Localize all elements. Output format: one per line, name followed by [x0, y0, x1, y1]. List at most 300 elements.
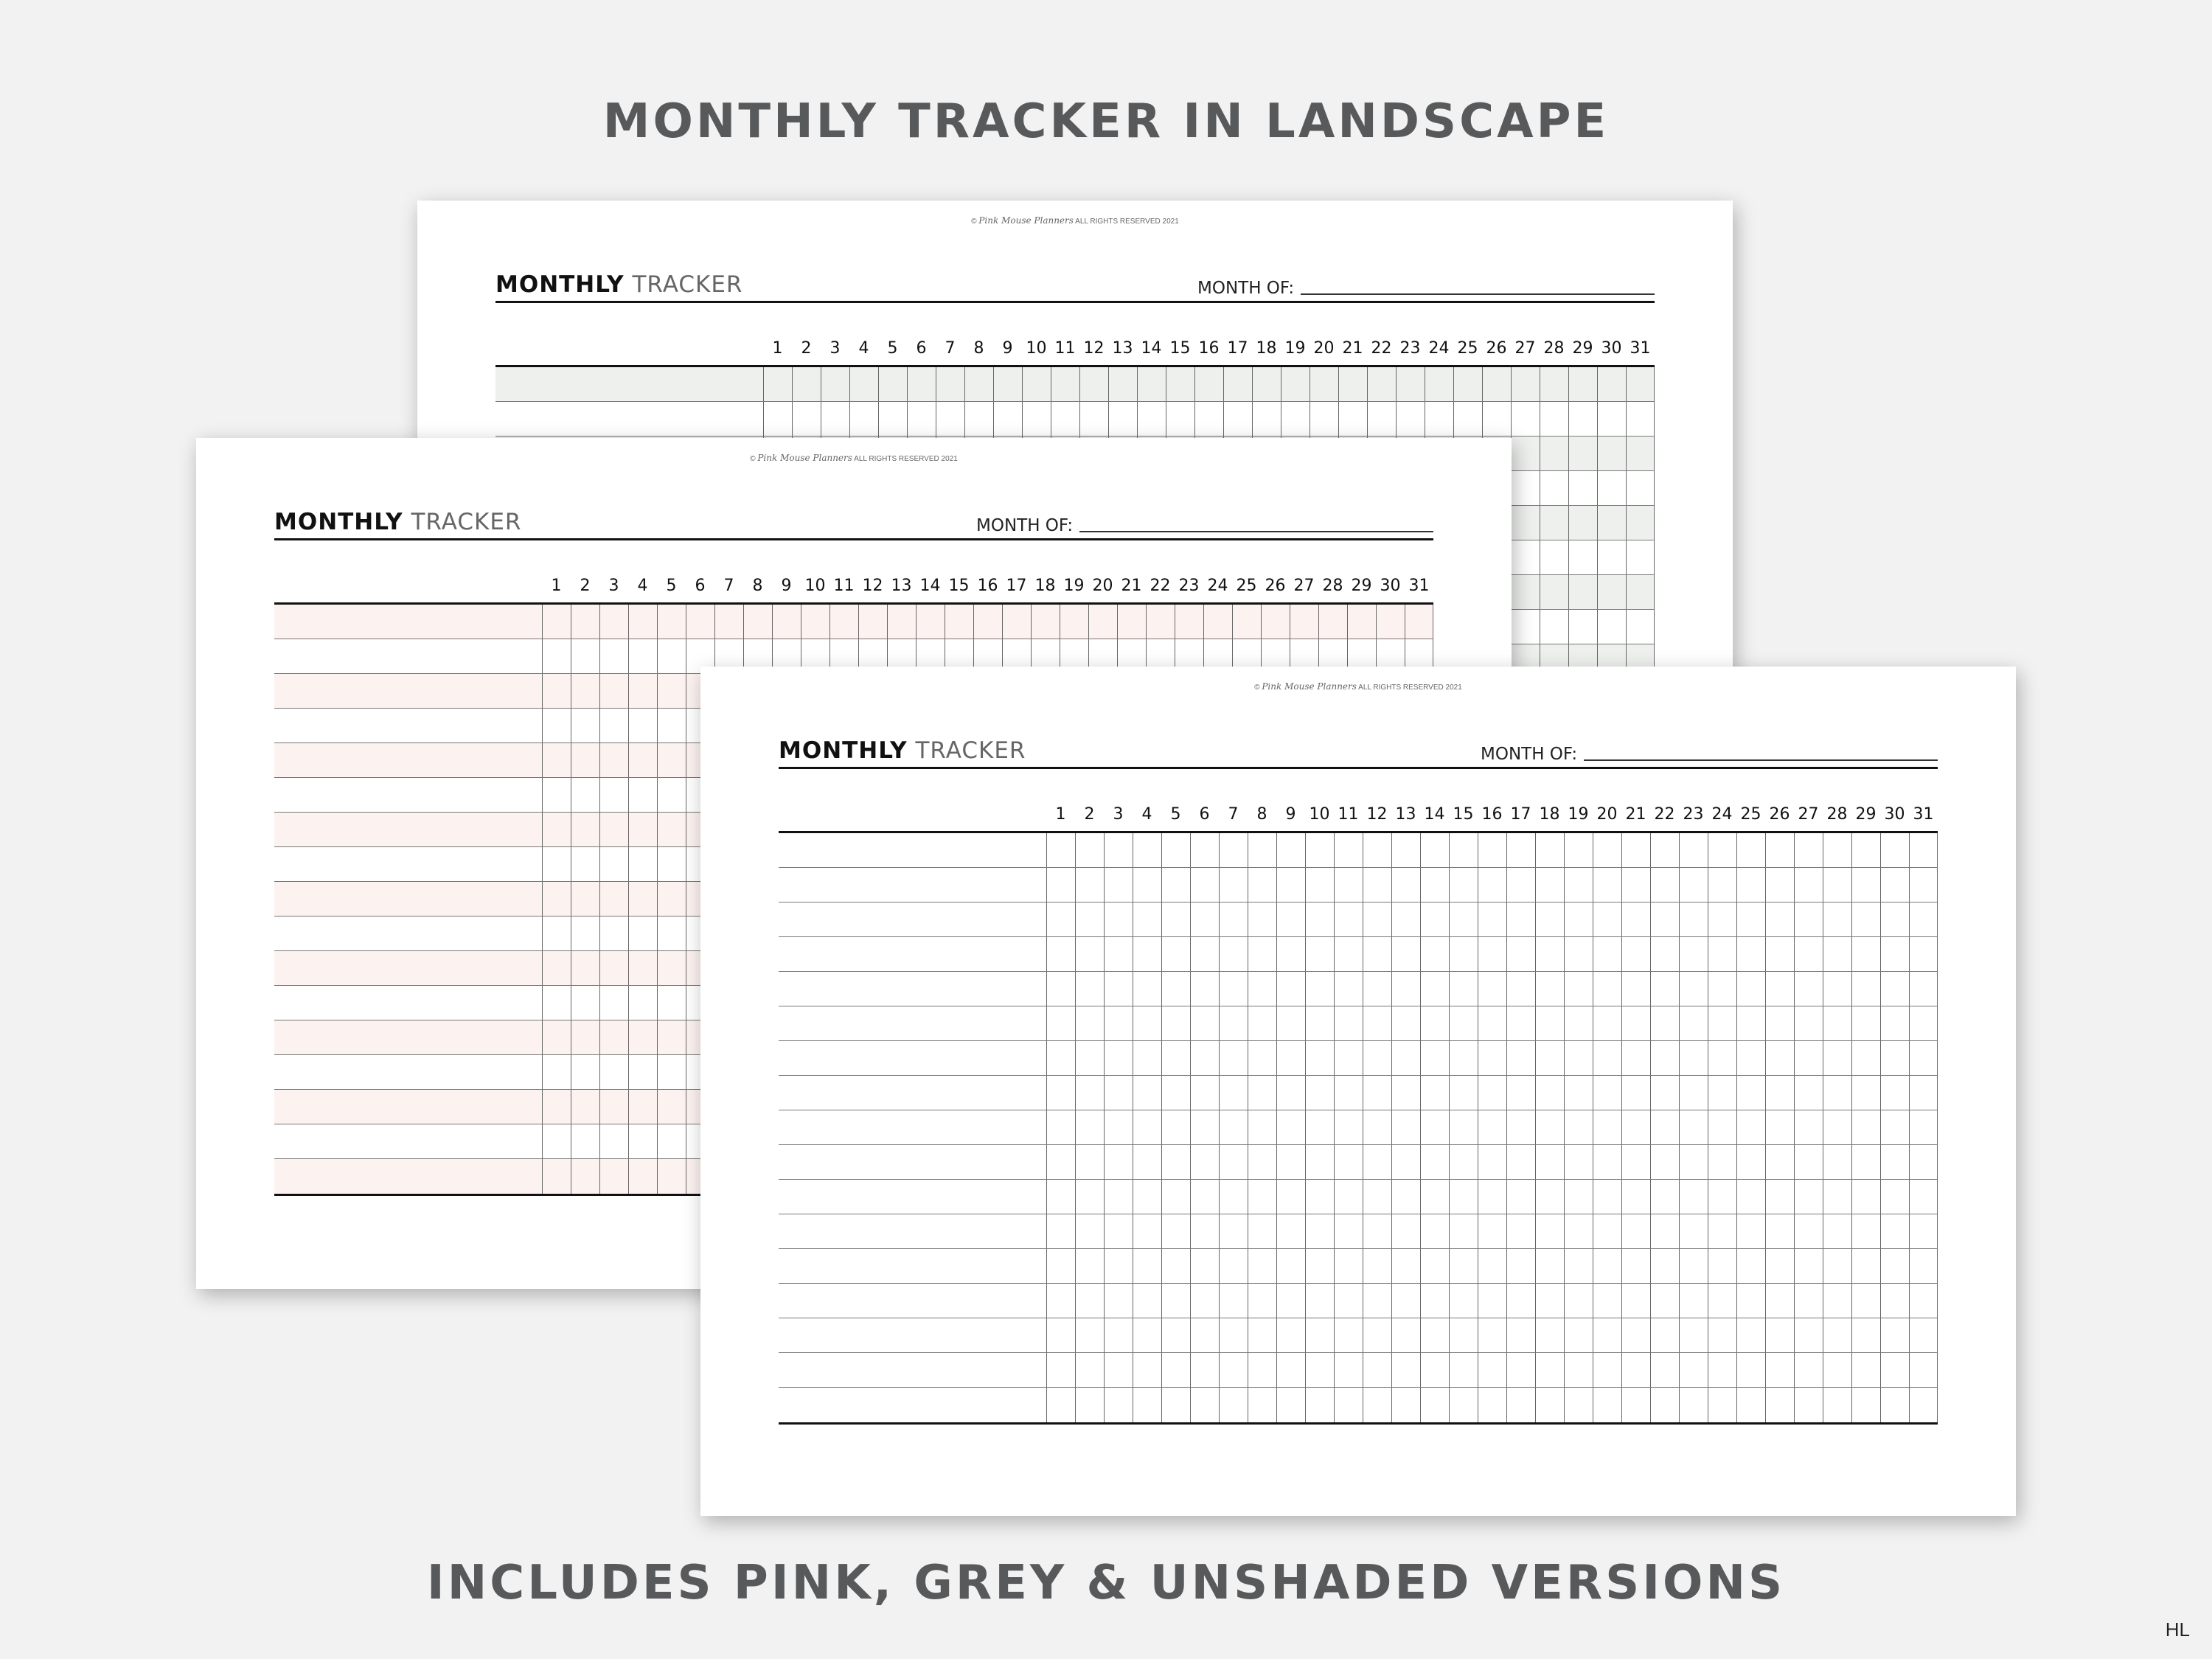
day-checkbox-cell[interactable]	[1075, 1006, 1104, 1040]
day-checkbox-cell[interactable]	[628, 605, 657, 639]
day-checkbox-cell[interactable]	[1708, 1249, 1736, 1283]
day-checkbox-cell[interactable]	[1794, 1284, 1823, 1318]
day-checkbox-cell[interactable]	[1449, 1284, 1478, 1318]
day-checkbox-cell[interactable]	[1219, 1388, 1248, 1422]
day-checkbox-cell[interactable]	[1708, 1180, 1736, 1214]
day-checkbox-cell[interactable]	[1276, 1214, 1305, 1248]
day-checkbox-cell[interactable]	[599, 847, 628, 881]
day-checkbox-cell[interactable]	[1075, 1076, 1104, 1110]
day-checkbox-cell[interactable]	[1679, 1249, 1708, 1283]
day-checkbox-cell[interactable]	[1823, 1041, 1851, 1075]
day-checkbox-cell[interactable]	[571, 917, 599, 950]
day-checkbox-cell[interactable]	[657, 986, 686, 1020]
habit-row[interactable]	[779, 1076, 1938, 1110]
day-checkbox-cell[interactable]	[657, 709, 686, 742]
day-checkbox-cell[interactable]	[1880, 833, 1909, 867]
day-checkbox-cell[interactable]	[1391, 1318, 1420, 1352]
day-checkbox-cell[interactable]	[1506, 868, 1535, 902]
day-checkbox-cell[interactable]	[1679, 1388, 1708, 1422]
day-checkbox-cell[interactable]	[1650, 1006, 1679, 1040]
day-checkbox-cell[interactable]	[1133, 1388, 1161, 1422]
day-checkbox-cell[interactable]	[1305, 902, 1334, 936]
day-checkbox-cell[interactable]	[1708, 1006, 1736, 1040]
day-checkbox-cell[interactable]	[1535, 902, 1564, 936]
day-checkbox-cell[interactable]	[907, 367, 936, 401]
day-checkbox-cell[interactable]	[1478, 1041, 1506, 1075]
day-checkbox-cell[interactable]	[1564, 1214, 1593, 1248]
day-checkbox-cell[interactable]	[1449, 1041, 1478, 1075]
day-checkbox-cell[interactable]	[1794, 1110, 1823, 1144]
day-checkbox-cell[interactable]	[1535, 1006, 1564, 1040]
day-checkbox-cell[interactable]	[1075, 1180, 1104, 1214]
day-checkbox-cell[interactable]	[1161, 1249, 1190, 1283]
day-checkbox-cell[interactable]	[1104, 1318, 1133, 1352]
day-checkbox-cell[interactable]	[1420, 972, 1449, 1006]
day-checkbox-cell[interactable]	[1478, 937, 1506, 971]
day-checkbox-cell[interactable]	[1219, 1353, 1248, 1387]
day-checkbox-cell[interactable]	[1310, 402, 1338, 436]
day-checkbox-cell[interactable]	[887, 605, 916, 639]
day-checkbox-cell[interactable]	[1334, 833, 1363, 867]
habit-row[interactable]	[779, 1041, 1938, 1076]
day-checkbox-cell[interactable]	[1909, 1284, 1938, 1318]
day-checkbox-cell[interactable]	[1909, 1353, 1938, 1387]
day-checkbox-cell[interactable]	[571, 1159, 599, 1194]
day-checkbox-cell[interactable]	[1075, 833, 1104, 867]
day-checkbox-cell[interactable]	[628, 1090, 657, 1124]
day-checkbox-cell[interactable]	[1420, 902, 1449, 936]
day-checkbox-cell[interactable]	[1363, 1006, 1391, 1040]
day-checkbox-cell[interactable]	[1252, 402, 1281, 436]
day-checkbox-cell[interactable]	[993, 367, 1022, 401]
day-checkbox-cell[interactable]	[1449, 1110, 1478, 1144]
day-checkbox-cell[interactable]	[542, 847, 571, 881]
day-checkbox-cell[interactable]	[792, 402, 821, 436]
day-checkbox-cell[interactable]	[801, 605, 830, 639]
day-checkbox-cell[interactable]	[936, 402, 964, 436]
day-checkbox-cell[interactable]	[1219, 1145, 1248, 1179]
day-checkbox-cell[interactable]	[1679, 1353, 1708, 1387]
day-checkbox-cell[interactable]	[1597, 437, 1626, 470]
day-checkbox-cell[interactable]	[1708, 1388, 1736, 1422]
day-checkbox-cell[interactable]	[1765, 902, 1794, 936]
day-checkbox-cell[interactable]	[1535, 1076, 1564, 1110]
day-checkbox-cell[interactable]	[1621, 1041, 1650, 1075]
day-checkbox-cell[interactable]	[1190, 1076, 1219, 1110]
day-checkbox-cell[interactable]	[657, 1124, 686, 1158]
day-checkbox-cell[interactable]	[1597, 506, 1626, 540]
day-checkbox-cell[interactable]	[1478, 1076, 1506, 1110]
day-checkbox-cell[interactable]	[542, 917, 571, 950]
day-checkbox-cell[interactable]	[1564, 1145, 1593, 1179]
day-checkbox-cell[interactable]	[1276, 972, 1305, 1006]
day-checkbox-cell[interactable]	[1535, 1180, 1564, 1214]
day-checkbox-cell[interactable]	[1765, 1249, 1794, 1283]
day-checkbox-cell[interactable]	[1597, 610, 1626, 644]
day-checkbox-cell[interactable]	[1765, 1180, 1794, 1214]
day-checkbox-cell[interactable]	[1736, 902, 1765, 936]
day-checkbox-cell[interactable]	[628, 1124, 657, 1158]
day-checkbox-cell[interactable]	[628, 778, 657, 812]
day-checkbox-cell[interactable]	[1650, 1180, 1679, 1214]
day-checkbox-cell[interactable]	[542, 813, 571, 846]
habit-row[interactable]	[274, 605, 1433, 639]
day-checkbox-cell[interactable]	[1909, 1076, 1938, 1110]
day-checkbox-cell[interactable]	[1334, 937, 1363, 971]
day-checkbox-cell[interactable]	[1708, 833, 1736, 867]
day-checkbox-cell[interactable]	[1511, 437, 1540, 470]
day-checkbox-cell[interactable]	[1248, 1353, 1276, 1387]
day-checkbox-cell[interactable]	[1823, 1110, 1851, 1144]
day-checkbox-cell[interactable]	[1823, 1318, 1851, 1352]
day-checkbox-cell[interactable]	[1248, 1041, 1276, 1075]
day-checkbox-cell[interactable]	[1679, 1041, 1708, 1075]
day-checkbox-cell[interactable]	[1621, 937, 1650, 971]
day-checkbox-cell[interactable]	[1420, 1249, 1449, 1283]
day-checkbox-cell[interactable]	[1079, 402, 1108, 436]
day-checkbox-cell[interactable]	[1305, 1249, 1334, 1283]
day-checkbox-cell[interactable]	[1391, 1388, 1420, 1422]
day-checkbox-cell[interactable]	[1823, 1006, 1851, 1040]
day-checkbox-cell[interactable]	[1679, 902, 1708, 936]
day-checkbox-cell[interactable]	[1478, 1214, 1506, 1248]
day-checkbox-cell[interactable]	[1104, 1041, 1133, 1075]
habit-row[interactable]	[779, 1180, 1938, 1214]
day-checkbox-cell[interactable]	[1708, 1214, 1736, 1248]
day-checkbox-cell[interactable]	[1190, 937, 1219, 971]
day-checkbox-cell[interactable]	[1219, 972, 1248, 1006]
day-checkbox-cell[interactable]	[1133, 833, 1161, 867]
day-checkbox-cell[interactable]	[1367, 402, 1396, 436]
day-checkbox-cell[interactable]	[1104, 1249, 1133, 1283]
day-checkbox-cell[interactable]	[1511, 540, 1540, 574]
day-checkbox-cell[interactable]	[1305, 1110, 1334, 1144]
day-checkbox-cell[interactable]	[714, 605, 743, 639]
day-checkbox-cell[interactable]	[1794, 1006, 1823, 1040]
day-checkbox-cell[interactable]	[599, 1124, 628, 1158]
day-checkbox-cell[interactable]	[1133, 1318, 1161, 1352]
day-checkbox-cell[interactable]	[1568, 402, 1597, 436]
day-checkbox-cell[interactable]	[1104, 1214, 1133, 1248]
day-checkbox-cell[interactable]	[1161, 902, 1190, 936]
day-checkbox-cell[interactable]	[1190, 1145, 1219, 1179]
day-checkbox-cell[interactable]	[1276, 1110, 1305, 1144]
day-checkbox-cell[interactable]	[628, 986, 657, 1020]
day-checkbox-cell[interactable]	[1597, 402, 1626, 436]
day-checkbox-cell[interactable]	[1736, 833, 1765, 867]
day-checkbox-cell[interactable]	[858, 605, 887, 639]
day-checkbox-cell[interactable]	[1823, 1284, 1851, 1318]
day-checkbox-cell[interactable]	[1478, 972, 1506, 1006]
day-checkbox-cell[interactable]	[1621, 868, 1650, 902]
day-checkbox-cell[interactable]	[1506, 1284, 1535, 1318]
day-checkbox-cell[interactable]	[1511, 506, 1540, 540]
day-checkbox-cell[interactable]	[1593, 1006, 1621, 1040]
day-checkbox-cell[interactable]	[1736, 868, 1765, 902]
day-checkbox-cell[interactable]	[1203, 605, 1232, 639]
day-checkbox-cell[interactable]	[1597, 471, 1626, 505]
day-checkbox-cell[interactable]	[1219, 1110, 1248, 1144]
day-checkbox-cell[interactable]	[1363, 1180, 1391, 1214]
day-checkbox-cell[interactable]	[1305, 1006, 1334, 1040]
day-checkbox-cell[interactable]	[1133, 1249, 1161, 1283]
day-checkbox-cell[interactable]	[1420, 868, 1449, 902]
day-checkbox-cell[interactable]	[599, 813, 628, 846]
day-checkbox-cell[interactable]	[1511, 402, 1540, 436]
day-checkbox-cell[interactable]	[1104, 1076, 1133, 1110]
day-checkbox-cell[interactable]	[1104, 972, 1133, 1006]
day-checkbox-cell[interactable]	[1104, 1284, 1133, 1318]
day-checkbox-cell[interactable]	[1909, 833, 1938, 867]
day-checkbox-cell[interactable]	[1650, 1076, 1679, 1110]
day-checkbox-cell[interactable]	[1276, 833, 1305, 867]
day-checkbox-cell[interactable]	[1564, 1180, 1593, 1214]
day-checkbox-cell[interactable]	[571, 674, 599, 708]
day-checkbox-cell[interactable]	[1564, 1041, 1593, 1075]
day-checkbox-cell[interactable]	[1880, 902, 1909, 936]
day-checkbox-cell[interactable]	[1161, 972, 1190, 1006]
day-checkbox-cell[interactable]	[1909, 1388, 1938, 1422]
day-checkbox-cell[interactable]	[1223, 367, 1252, 401]
day-checkbox-cell[interactable]	[1909, 937, 1938, 971]
day-checkbox-cell[interactable]	[1133, 1041, 1161, 1075]
day-checkbox-cell[interactable]	[1194, 367, 1223, 401]
day-checkbox-cell[interactable]	[1909, 1180, 1938, 1214]
day-checkbox-cell[interactable]	[1137, 402, 1166, 436]
day-checkbox-cell[interactable]	[1621, 1249, 1650, 1283]
day-checkbox-cell[interactable]	[1626, 575, 1655, 609]
habit-row[interactable]	[779, 1249, 1938, 1284]
day-checkbox-cell[interactable]	[1161, 1353, 1190, 1387]
day-checkbox-cell[interactable]	[1075, 1318, 1104, 1352]
day-checkbox-cell[interactable]	[1909, 1318, 1938, 1352]
day-checkbox-cell[interactable]	[916, 605, 945, 639]
day-checkbox-cell[interactable]	[1650, 937, 1679, 971]
day-checkbox-cell[interactable]	[1420, 1180, 1449, 1214]
habit-row[interactable]	[779, 1214, 1938, 1249]
day-checkbox-cell[interactable]	[1161, 1076, 1190, 1110]
day-checkbox-cell[interactable]	[1449, 1318, 1478, 1352]
day-checkbox-cell[interactable]	[1363, 868, 1391, 902]
day-checkbox-cell[interactable]	[1506, 1388, 1535, 1422]
day-checkbox-cell[interactable]	[1794, 937, 1823, 971]
day-checkbox-cell[interactable]	[1219, 833, 1248, 867]
day-checkbox-cell[interactable]	[1593, 1076, 1621, 1110]
day-checkbox-cell[interactable]	[1564, 972, 1593, 1006]
day-checkbox-cell[interactable]	[1851, 868, 1880, 902]
day-checkbox-cell[interactable]	[1506, 1214, 1535, 1248]
day-checkbox-cell[interactable]	[1363, 1249, 1391, 1283]
day-checkbox-cell[interactable]	[1506, 1041, 1535, 1075]
day-checkbox-cell[interactable]	[1334, 1076, 1363, 1110]
day-checkbox-cell[interactable]	[1679, 1214, 1708, 1248]
day-checkbox-cell[interactable]	[1650, 1284, 1679, 1318]
day-checkbox-cell[interactable]	[1851, 1284, 1880, 1318]
day-checkbox-cell[interactable]	[1765, 1214, 1794, 1248]
day-checkbox-cell[interactable]	[1046, 1006, 1075, 1040]
day-checkbox-cell[interactable]	[571, 1124, 599, 1158]
day-checkbox-cell[interactable]	[1046, 833, 1075, 867]
day-checkbox-cell[interactable]	[1420, 1145, 1449, 1179]
day-checkbox-cell[interactable]	[1593, 1388, 1621, 1422]
day-checkbox-cell[interactable]	[1679, 1110, 1708, 1144]
day-checkbox-cell[interactable]	[1621, 1284, 1650, 1318]
day-checkbox-cell[interactable]	[964, 402, 993, 436]
day-checkbox-cell[interactable]	[1425, 367, 1453, 401]
day-checkbox-cell[interactable]	[1851, 1214, 1880, 1248]
day-checkbox-cell[interactable]	[657, 605, 686, 639]
day-checkbox-cell[interactable]	[1133, 1284, 1161, 1318]
day-checkbox-cell[interactable]	[1334, 902, 1363, 936]
day-checkbox-cell[interactable]	[763, 367, 792, 401]
day-checkbox-cell[interactable]	[657, 882, 686, 916]
day-checkbox-cell[interactable]	[1568, 540, 1597, 574]
day-checkbox-cell[interactable]	[1046, 937, 1075, 971]
day-checkbox-cell[interactable]	[542, 1090, 571, 1124]
day-checkbox-cell[interactable]	[1506, 1145, 1535, 1179]
habit-row[interactable]	[779, 972, 1938, 1006]
day-checkbox-cell[interactable]	[1133, 1006, 1161, 1040]
day-checkbox-cell[interactable]	[628, 917, 657, 950]
day-checkbox-cell[interactable]	[542, 709, 571, 742]
day-checkbox-cell[interactable]	[1046, 1145, 1075, 1179]
day-checkbox-cell[interactable]	[1851, 1388, 1880, 1422]
day-checkbox-cell[interactable]	[1108, 367, 1137, 401]
day-checkbox-cell[interactable]	[1133, 1214, 1161, 1248]
day-checkbox-cell[interactable]	[1031, 605, 1060, 639]
day-checkbox-cell[interactable]	[1219, 1006, 1248, 1040]
day-checkbox-cell[interactable]	[1290, 605, 1318, 639]
day-checkbox-cell[interactable]	[1511, 610, 1540, 644]
day-checkbox-cell[interactable]	[1190, 972, 1219, 1006]
day-checkbox-cell[interactable]	[1650, 868, 1679, 902]
day-checkbox-cell[interactable]	[1363, 1110, 1391, 1144]
habit-row[interactable]	[495, 367, 1655, 402]
day-checkbox-cell[interactable]	[1449, 937, 1478, 971]
day-checkbox-cell[interactable]	[1104, 937, 1133, 971]
day-checkbox-cell[interactable]	[1248, 972, 1276, 1006]
day-checkbox-cell[interactable]	[1708, 1318, 1736, 1352]
day-checkbox-cell[interactable]	[1425, 402, 1453, 436]
day-checkbox-cell[interactable]	[945, 605, 973, 639]
day-checkbox-cell[interactable]	[1051, 367, 1079, 401]
day-checkbox-cell[interactable]	[1248, 1388, 1276, 1422]
day-checkbox-cell[interactable]	[1305, 868, 1334, 902]
day-checkbox-cell[interactable]	[1363, 1214, 1391, 1248]
day-checkbox-cell[interactable]	[1679, 1006, 1708, 1040]
day-checkbox-cell[interactable]	[1880, 1110, 1909, 1144]
day-checkbox-cell[interactable]	[1880, 1041, 1909, 1075]
day-checkbox-cell[interactable]	[599, 605, 628, 639]
day-checkbox-cell[interactable]	[1794, 1318, 1823, 1352]
day-checkbox-cell[interactable]	[1909, 972, 1938, 1006]
day-checkbox-cell[interactable]	[1338, 402, 1367, 436]
day-checkbox-cell[interactable]	[542, 778, 571, 812]
day-checkbox-cell[interactable]	[1564, 902, 1593, 936]
day-checkbox-cell[interactable]	[1568, 437, 1597, 470]
day-checkbox-cell[interactable]	[1133, 937, 1161, 971]
day-checkbox-cell[interactable]	[628, 1020, 657, 1054]
day-checkbox-cell[interactable]	[1506, 1076, 1535, 1110]
day-checkbox-cell[interactable]	[1449, 1145, 1478, 1179]
day-checkbox-cell[interactable]	[878, 367, 907, 401]
day-checkbox-cell[interactable]	[1363, 833, 1391, 867]
day-checkbox-cell[interactable]	[1391, 937, 1420, 971]
day-checkbox-cell[interactable]	[1564, 1388, 1593, 1422]
day-checkbox-cell[interactable]	[1104, 902, 1133, 936]
day-checkbox-cell[interactable]	[1708, 1145, 1736, 1179]
day-checkbox-cell[interactable]	[1391, 1353, 1420, 1387]
day-checkbox-cell[interactable]	[1880, 1076, 1909, 1110]
day-checkbox-cell[interactable]	[1420, 1318, 1449, 1352]
day-checkbox-cell[interactable]	[1190, 1249, 1219, 1283]
day-checkbox-cell[interactable]	[1161, 1214, 1190, 1248]
day-checkbox-cell[interactable]	[1334, 1249, 1363, 1283]
day-checkbox-cell[interactable]	[993, 402, 1022, 436]
day-checkbox-cell[interactable]	[1794, 1353, 1823, 1387]
day-checkbox-cell[interactable]	[1880, 1180, 1909, 1214]
day-checkbox-cell[interactable]	[1104, 1145, 1133, 1179]
day-checkbox-cell[interactable]	[1621, 1388, 1650, 1422]
day-checkbox-cell[interactable]	[1166, 367, 1194, 401]
day-checkbox-cell[interactable]	[1482, 367, 1511, 401]
day-checkbox-cell[interactable]	[1593, 1318, 1621, 1352]
day-checkbox-cell[interactable]	[571, 639, 599, 673]
day-checkbox-cell[interactable]	[1535, 1249, 1564, 1283]
day-checkbox-cell[interactable]	[1736, 1145, 1765, 1179]
day-checkbox-cell[interactable]	[1391, 902, 1420, 936]
day-checkbox-cell[interactable]	[1449, 972, 1478, 1006]
day-checkbox-cell[interactable]	[1909, 1214, 1938, 1248]
day-checkbox-cell[interactable]	[1540, 437, 1568, 470]
day-checkbox-cell[interactable]	[1276, 1076, 1305, 1110]
day-checkbox-cell[interactable]	[542, 1159, 571, 1194]
day-checkbox-cell[interactable]	[1679, 1284, 1708, 1318]
day-checkbox-cell[interactable]	[1363, 1145, 1391, 1179]
day-checkbox-cell[interactable]	[1449, 1249, 1478, 1283]
day-checkbox-cell[interactable]	[1420, 937, 1449, 971]
day-checkbox-cell[interactable]	[1626, 367, 1655, 401]
day-checkbox-cell[interactable]	[599, 1020, 628, 1054]
day-checkbox-cell[interactable]	[1338, 367, 1367, 401]
day-checkbox-cell[interactable]	[763, 402, 792, 436]
day-checkbox-cell[interactable]	[1075, 902, 1104, 936]
day-checkbox-cell[interactable]	[1305, 1318, 1334, 1352]
day-checkbox-cell[interactable]	[1046, 1388, 1075, 1422]
day-checkbox-cell[interactable]	[1248, 1249, 1276, 1283]
day-checkbox-cell[interactable]	[1046, 1353, 1075, 1387]
day-checkbox-cell[interactable]	[1305, 1214, 1334, 1248]
day-checkbox-cell[interactable]	[1276, 868, 1305, 902]
day-checkbox-cell[interactable]	[1190, 833, 1219, 867]
day-checkbox-cell[interactable]	[1794, 833, 1823, 867]
habit-row[interactable]	[779, 902, 1938, 937]
day-checkbox-cell[interactable]	[1679, 833, 1708, 867]
day-checkbox-cell[interactable]	[1593, 1110, 1621, 1144]
day-checkbox-cell[interactable]	[1564, 1353, 1593, 1387]
day-checkbox-cell[interactable]	[1564, 1318, 1593, 1352]
day-checkbox-cell[interactable]	[1190, 1110, 1219, 1144]
day-checkbox-cell[interactable]	[792, 367, 821, 401]
day-checkbox-cell[interactable]	[542, 605, 571, 639]
day-checkbox-cell[interactable]	[1276, 1006, 1305, 1040]
day-checkbox-cell[interactable]	[1276, 1318, 1305, 1352]
day-checkbox-cell[interactable]	[1276, 1041, 1305, 1075]
day-checkbox-cell[interactable]	[1305, 1076, 1334, 1110]
day-checkbox-cell[interactable]	[1909, 1041, 1938, 1075]
day-checkbox-cell[interactable]	[1046, 1110, 1075, 1144]
day-checkbox-cell[interactable]	[1593, 1353, 1621, 1387]
